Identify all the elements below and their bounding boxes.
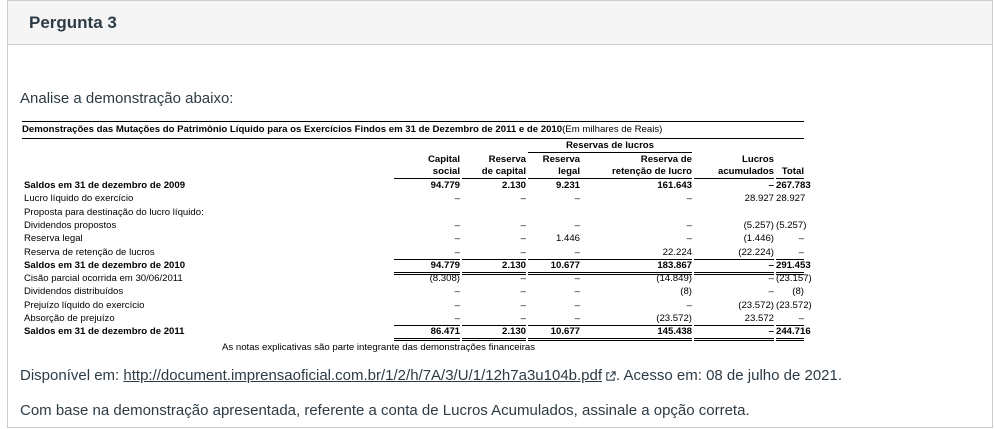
col-header-reserva-legal: Reserva legal	[528, 154, 580, 179]
row-label: Dividendos propostos	[24, 219, 117, 231]
row-value: –	[798, 233, 804, 245]
source-suffix: . Acesso em: 08 de julho de 2021.	[616, 367, 843, 384]
col-header-capital: Capital social	[394, 154, 460, 179]
row-value: –	[776, 246, 804, 260]
question-header	[8, 1, 992, 45]
row-value: –	[454, 286, 460, 298]
row-value: 94.779	[394, 259, 460, 275]
row-value: –	[520, 219, 526, 231]
row-value: –	[462, 312, 526, 326]
row-value: –	[574, 299, 580, 311]
row-value: (5.257)	[743, 219, 774, 231]
row-value: 291.453	[776, 259, 804, 275]
row-value: 94.779	[430, 180, 460, 191]
row-label: Proposta para destinação do lucro líquido:	[24, 206, 204, 218]
row-value: (23.572)	[776, 299, 812, 311]
statement-row	[22, 272, 812, 285]
row-value: 2.130	[462, 259, 526, 275]
financial-statement-image	[22, 121, 812, 353]
row-value: –	[528, 312, 580, 326]
row-label: Prejuízo líquido do exercício	[24, 299, 145, 311]
row-value: 145.438	[580, 325, 692, 341]
statement-row	[22, 285, 804, 298]
statement-row	[22, 206, 804, 219]
row-value: –	[768, 180, 774, 191]
statement-row	[22, 325, 811, 338]
row-value: 86.471	[394, 325, 460, 341]
col-header-total: Total	[776, 154, 804, 179]
statement-row	[22, 259, 811, 272]
statement-row	[22, 246, 804, 259]
row-value: –	[686, 299, 692, 311]
group-header-reservas: Reservas de lucros	[528, 139, 692, 153]
row-value: –	[520, 273, 526, 285]
statement-title-unit: (Em milhares de Reais)	[562, 124, 663, 135]
row-value: 267.783	[776, 180, 811, 191]
row-value: –	[574, 273, 580, 285]
row-value: (8.308)	[429, 273, 460, 285]
row-value: 1.446	[555, 233, 580, 245]
row-value: –	[768, 273, 774, 285]
row-value: (8)	[792, 286, 804, 298]
question-prompt: Com base na demonstração apresentada, referente a conta de Lucros Acumulados, assinale a opção correta.	[20, 402, 750, 419]
row-value: –	[462, 246, 526, 260]
row-value: 9.231	[555, 180, 580, 191]
row-value: –	[520, 286, 526, 298]
row-value: –	[520, 233, 526, 245]
source-prefix: Disponível em:	[20, 367, 120, 384]
source-line	[20, 367, 842, 384]
row-value: (22.224)	[694, 246, 774, 260]
row-value: –	[454, 299, 460, 311]
row-value: –	[394, 246, 460, 260]
row-value: –	[454, 233, 460, 245]
row-value: –	[768, 286, 774, 298]
statement-footnote: As notas explicativas são parte integrante das demonstrações financeiras	[222, 342, 536, 353]
row-value: 244.716	[776, 325, 804, 341]
row-label: Saldos em 31 de dezembro de 2009	[24, 180, 186, 191]
row-value: (8)	[680, 286, 692, 298]
row-value: –	[520, 299, 526, 311]
row-value: –	[574, 219, 580, 231]
row-value: 10.677	[528, 259, 580, 275]
statement-row	[22, 219, 807, 232]
statement-row	[22, 232, 804, 245]
row-label: Dividendos distribuídos	[24, 286, 124, 298]
row-label: Lucro líquido do exercício	[24, 193, 134, 205]
row-value: (14.849)	[656, 273, 692, 285]
row-value: 28.927	[776, 193, 806, 205]
row-label: Reserva legal	[24, 233, 83, 245]
row-value: (23.157)	[776, 273, 812, 285]
row-value: 2.130	[501, 180, 526, 191]
row-value: 10.677	[528, 325, 580, 341]
row-label: Saldos em 31 de dezembro de 2011	[24, 326, 185, 338]
row-value: –	[694, 325, 774, 341]
statement-row	[22, 299, 812, 312]
row-value: 28.927	[744, 193, 774, 205]
row-label: Cisão parcial ocorrida em 30/06/2011	[24, 273, 183, 285]
external-link-icon	[605, 371, 616, 382]
question-title: Pergunta 3	[29, 12, 117, 32]
question-intro: Analise a demonstração abaixo:	[20, 90, 234, 107]
row-value: 2.130	[462, 325, 526, 341]
statement-title-bold: Demonstrações das Mutações do Patrimônio Líquido para os Exercícios Findos em 31 de Dezembro de 2011 e de 2010	[22, 124, 563, 135]
row-value: –	[694, 259, 774, 275]
statement-row	[22, 179, 811, 192]
statement-row	[22, 192, 804, 205]
row-value: –	[574, 286, 580, 298]
source-link[interactable]: http://document.imprensaoficial.com.br/1/2/h/7A/3/U/1/12h7a3u104b.pdf	[123, 367, 603, 384]
row-value: –	[776, 312, 804, 326]
row-value: –	[454, 219, 460, 231]
row-value: –	[528, 246, 580, 260]
row-label: Reserva de retenção de lucros	[24, 246, 155, 258]
row-value: –	[394, 312, 460, 326]
row-value: –	[454, 193, 460, 205]
row-value: 161.643	[657, 180, 692, 191]
row-value: 183.867	[580, 259, 692, 275]
row-value: –	[520, 193, 526, 205]
col-header-lucros-acumulados: Lucros acumulados	[694, 154, 774, 179]
row-label: Absorção de prejuízo	[24, 313, 115, 324]
statement-title	[22, 121, 804, 139]
row-value: 23.572	[694, 312, 774, 326]
row-value: –	[686, 233, 692, 245]
row-value: –	[686, 193, 692, 205]
col-header-retencao: Reserva de retenção de lucro	[580, 154, 692, 179]
row-value: 22.224	[580, 246, 692, 260]
row-label: Saldos em 31 de dezembro de 2010	[24, 259, 186, 271]
row-value: (5.257)	[776, 219, 807, 231]
row-value: (1.446)	[743, 233, 774, 245]
row-value: –	[574, 193, 580, 205]
row-value: (23.572)	[580, 312, 692, 326]
row-value: (23.572)	[738, 299, 774, 311]
col-header-reserva-capital: Reserva de capital	[462, 154, 526, 179]
statement-row	[22, 312, 804, 325]
row-value: –	[686, 219, 692, 231]
